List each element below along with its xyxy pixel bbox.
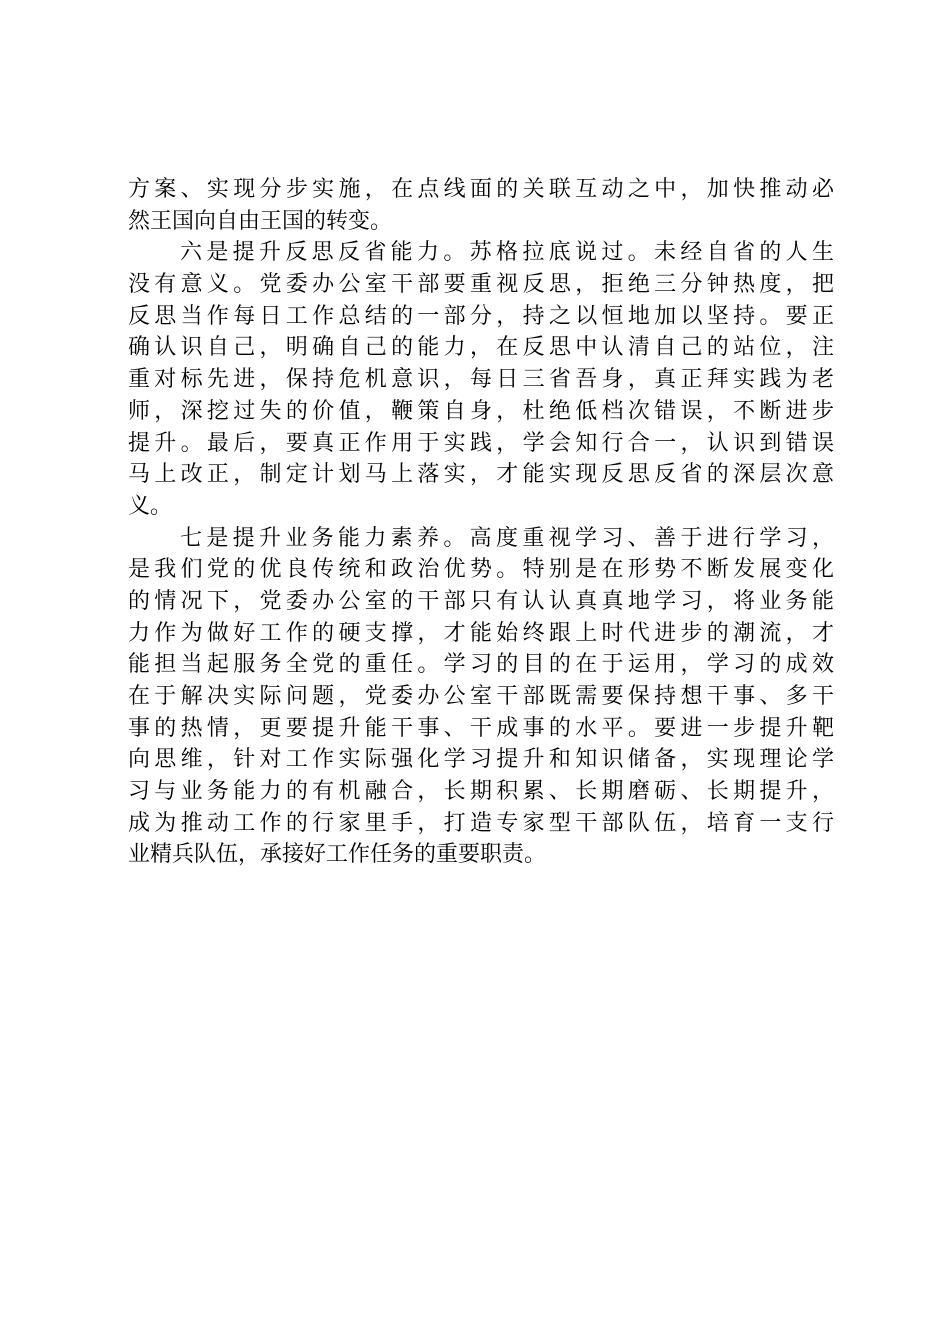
text-line: 是我们党的优良传统和政治优势。特别是在形势不断发展变化	[128, 557, 834, 583]
text-line: 力作为做好工作的硬支撑，才能始终跟上时代进步的潮流，才	[128, 620, 834, 646]
text-line: 方案、实现分步实施，在点线面的关联互动之中，加快推动必	[128, 177, 834, 202]
text-line: 义。	[128, 493, 173, 519]
text-line: 业精兵队伍，承接好工作任务的重要职责。	[128, 842, 547, 868]
text-line: 提升。最后，要真正作用于实践，学会知行合一，认识到错误	[128, 430, 834, 456]
paragraph-start-line: 七是提升业务能力素养。高度重视学习、善于进行学习，	[180, 525, 834, 551]
text-line: 在于解决实际问题，党委办公室干部既需要保持想干事、多干	[128, 684, 834, 709]
text-line: 成为推动工作的行家里手，打造专家型干部队伍，培育一支行	[128, 810, 834, 836]
text-line: 向思维，针对工作实际强化学习提升和知识储备，实现理论学	[128, 747, 834, 773]
text-line: 没有意义。党委办公室干部要重视反思，拒绝三分钟热度，把	[128, 272, 834, 298]
document-body	[128, 174, 834, 871]
text-line: 重对标先进，保持危机意识，每日三省吾身，真正拜实践为老	[128, 367, 834, 393]
text-line: 然王国向自由王国的转变。	[128, 208, 393, 234]
text-line: 事的热情，更要提升能干事、干成事的水平。要进一步提升靶	[128, 715, 834, 741]
text-line: 习与业务能力的有机融合，长期积累、长期磨砺、长期提升，	[128, 779, 834, 805]
text-line: 师，深挖过失的价值，鞭策自身，杜绝低档次错误，不断进步	[128, 398, 834, 424]
text-line: 马上改正，制定计划马上落实，才能实现反思反省的深层次意	[128, 462, 834, 488]
paragraph-start-line: 六是提升反思反省能力。苏格拉底说过。未经自省的人生	[180, 240, 834, 266]
text-line: 反思当作每日工作总结的一部分，持之以恒地加以坚持。要正	[128, 303, 834, 329]
text-line: 的情况下，党委办公室的干部只有认认真真地学习，将业务能	[128, 588, 834, 614]
text-line: 能担当起服务全党的重任。学习的目的在于运用，学习的成效	[128, 652, 834, 678]
text-line: 确认识自己，明确自己的能力，在反思中认清自己的站位，注	[128, 335, 834, 361]
